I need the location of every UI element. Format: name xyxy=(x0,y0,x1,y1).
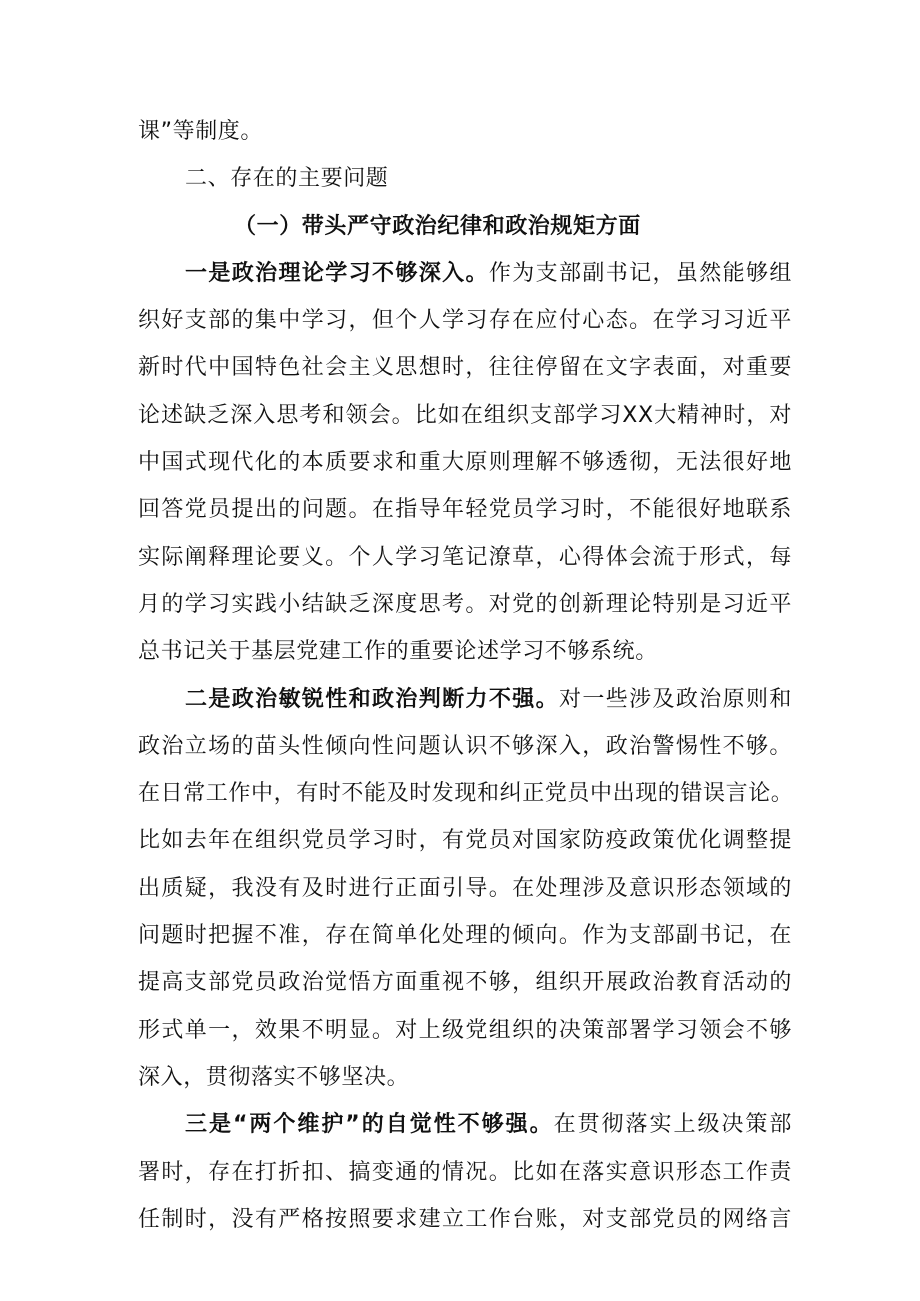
paragraph-2-line: 出质疑，我没有及时进行正面引导。在处理涉及意识形态领域的 xyxy=(138,875,792,901)
paragraph-1-line: 新时代中国特色社会主义思想时，往往停留在文字表面，对重要 xyxy=(138,355,792,381)
paragraph-2-line: 形式单一，效果不明显。对上级党组织的决策部署学习领会不够 xyxy=(138,1017,792,1043)
paragraph-3-line: 署时，存在打折扣、搞变通的情况。比如在落实意识形态工作责 xyxy=(138,1159,792,1185)
paragraph-3-lead: 三是“两个维护”的自觉性不够强。 xyxy=(185,1112,554,1138)
paragraph-2-line: 问题时把握不准，存在简单化处理的倾向。作为支部副书记，在 xyxy=(138,923,792,949)
section-heading: 二、存在的主要问题 xyxy=(185,166,389,192)
paragraph-3-first-rest: 在贯彻落实上级决策部 xyxy=(553,1112,792,1138)
intro-line: 课”等制度。 xyxy=(138,119,263,144)
paragraph-2-line: 在日常工作中，有时不能及时发现和纠正党员中出现的错误言论。 xyxy=(138,781,794,807)
paragraph-2-line: 政治立场的苗头性倾向性问题认识不够深入，政治警惕性不够。 xyxy=(138,733,792,759)
paragraph-1-line: 中国式现代化的本质要求和重大原则理解不够透彻，无法很好地 xyxy=(138,450,792,476)
paragraph-1-line: 月的学习实践小结缺乏深度思考。对党的创新理论特别是习近平 xyxy=(138,591,792,617)
document-body xyxy=(138,108,792,1243)
paragraph-2-line: 提高支部党员政治觉悟方面重视不够，组织开展政治教育活动的 xyxy=(138,970,792,996)
subsection-heading: （一）带头严守政治纪律和政治规矩方面 xyxy=(234,213,641,239)
paragraph-3-first-line xyxy=(138,1101,792,1148)
paragraph-1-line: 实际阐释理论要义。个人学习笔记潦草，心得体会流于形式，每 xyxy=(138,544,792,570)
paragraph-1-lead: 一是政治理论学习不够深入。 xyxy=(185,260,489,286)
paragraph-2-first-line xyxy=(138,676,792,723)
paragraph-1-line: 论述缺乏深入思考和领会。比如在组织支部学习XX大精神时，对 xyxy=(138,402,792,428)
paragraph-1-line: 回答党员提出的问题。在指导年轻党员学习时，不能很好地联系 xyxy=(138,497,792,523)
paragraph-3-line: 任制时，没有严格按照要求建立工作台账，对支部党员的网络言 xyxy=(138,1206,792,1232)
paragraph-2-first-rest: 对一些涉及政治原则和 xyxy=(559,686,792,712)
paragraph-2-last-line: 深入，贯彻落实不够坚决。 xyxy=(138,1064,410,1090)
paragraph-2-line: 比如去年在组织党员学习时，有党员对国家防疫政策优化调整提 xyxy=(138,828,792,854)
paragraph-1-first-rest: 作为支部副书记，虽然能够组 xyxy=(488,260,792,286)
paragraph-1-line: 织好支部的集中学习，但个人学习存在应付心态。在学习习近平 xyxy=(138,308,792,334)
paragraph-2-lead: 二是政治敏锐性和政治判断力不强。 xyxy=(185,686,560,712)
paragraph-1-last-line: 总书记关于基层党建工作的重要论述学习不够系统。 xyxy=(138,639,658,665)
paragraph-1-first-line xyxy=(138,250,792,297)
